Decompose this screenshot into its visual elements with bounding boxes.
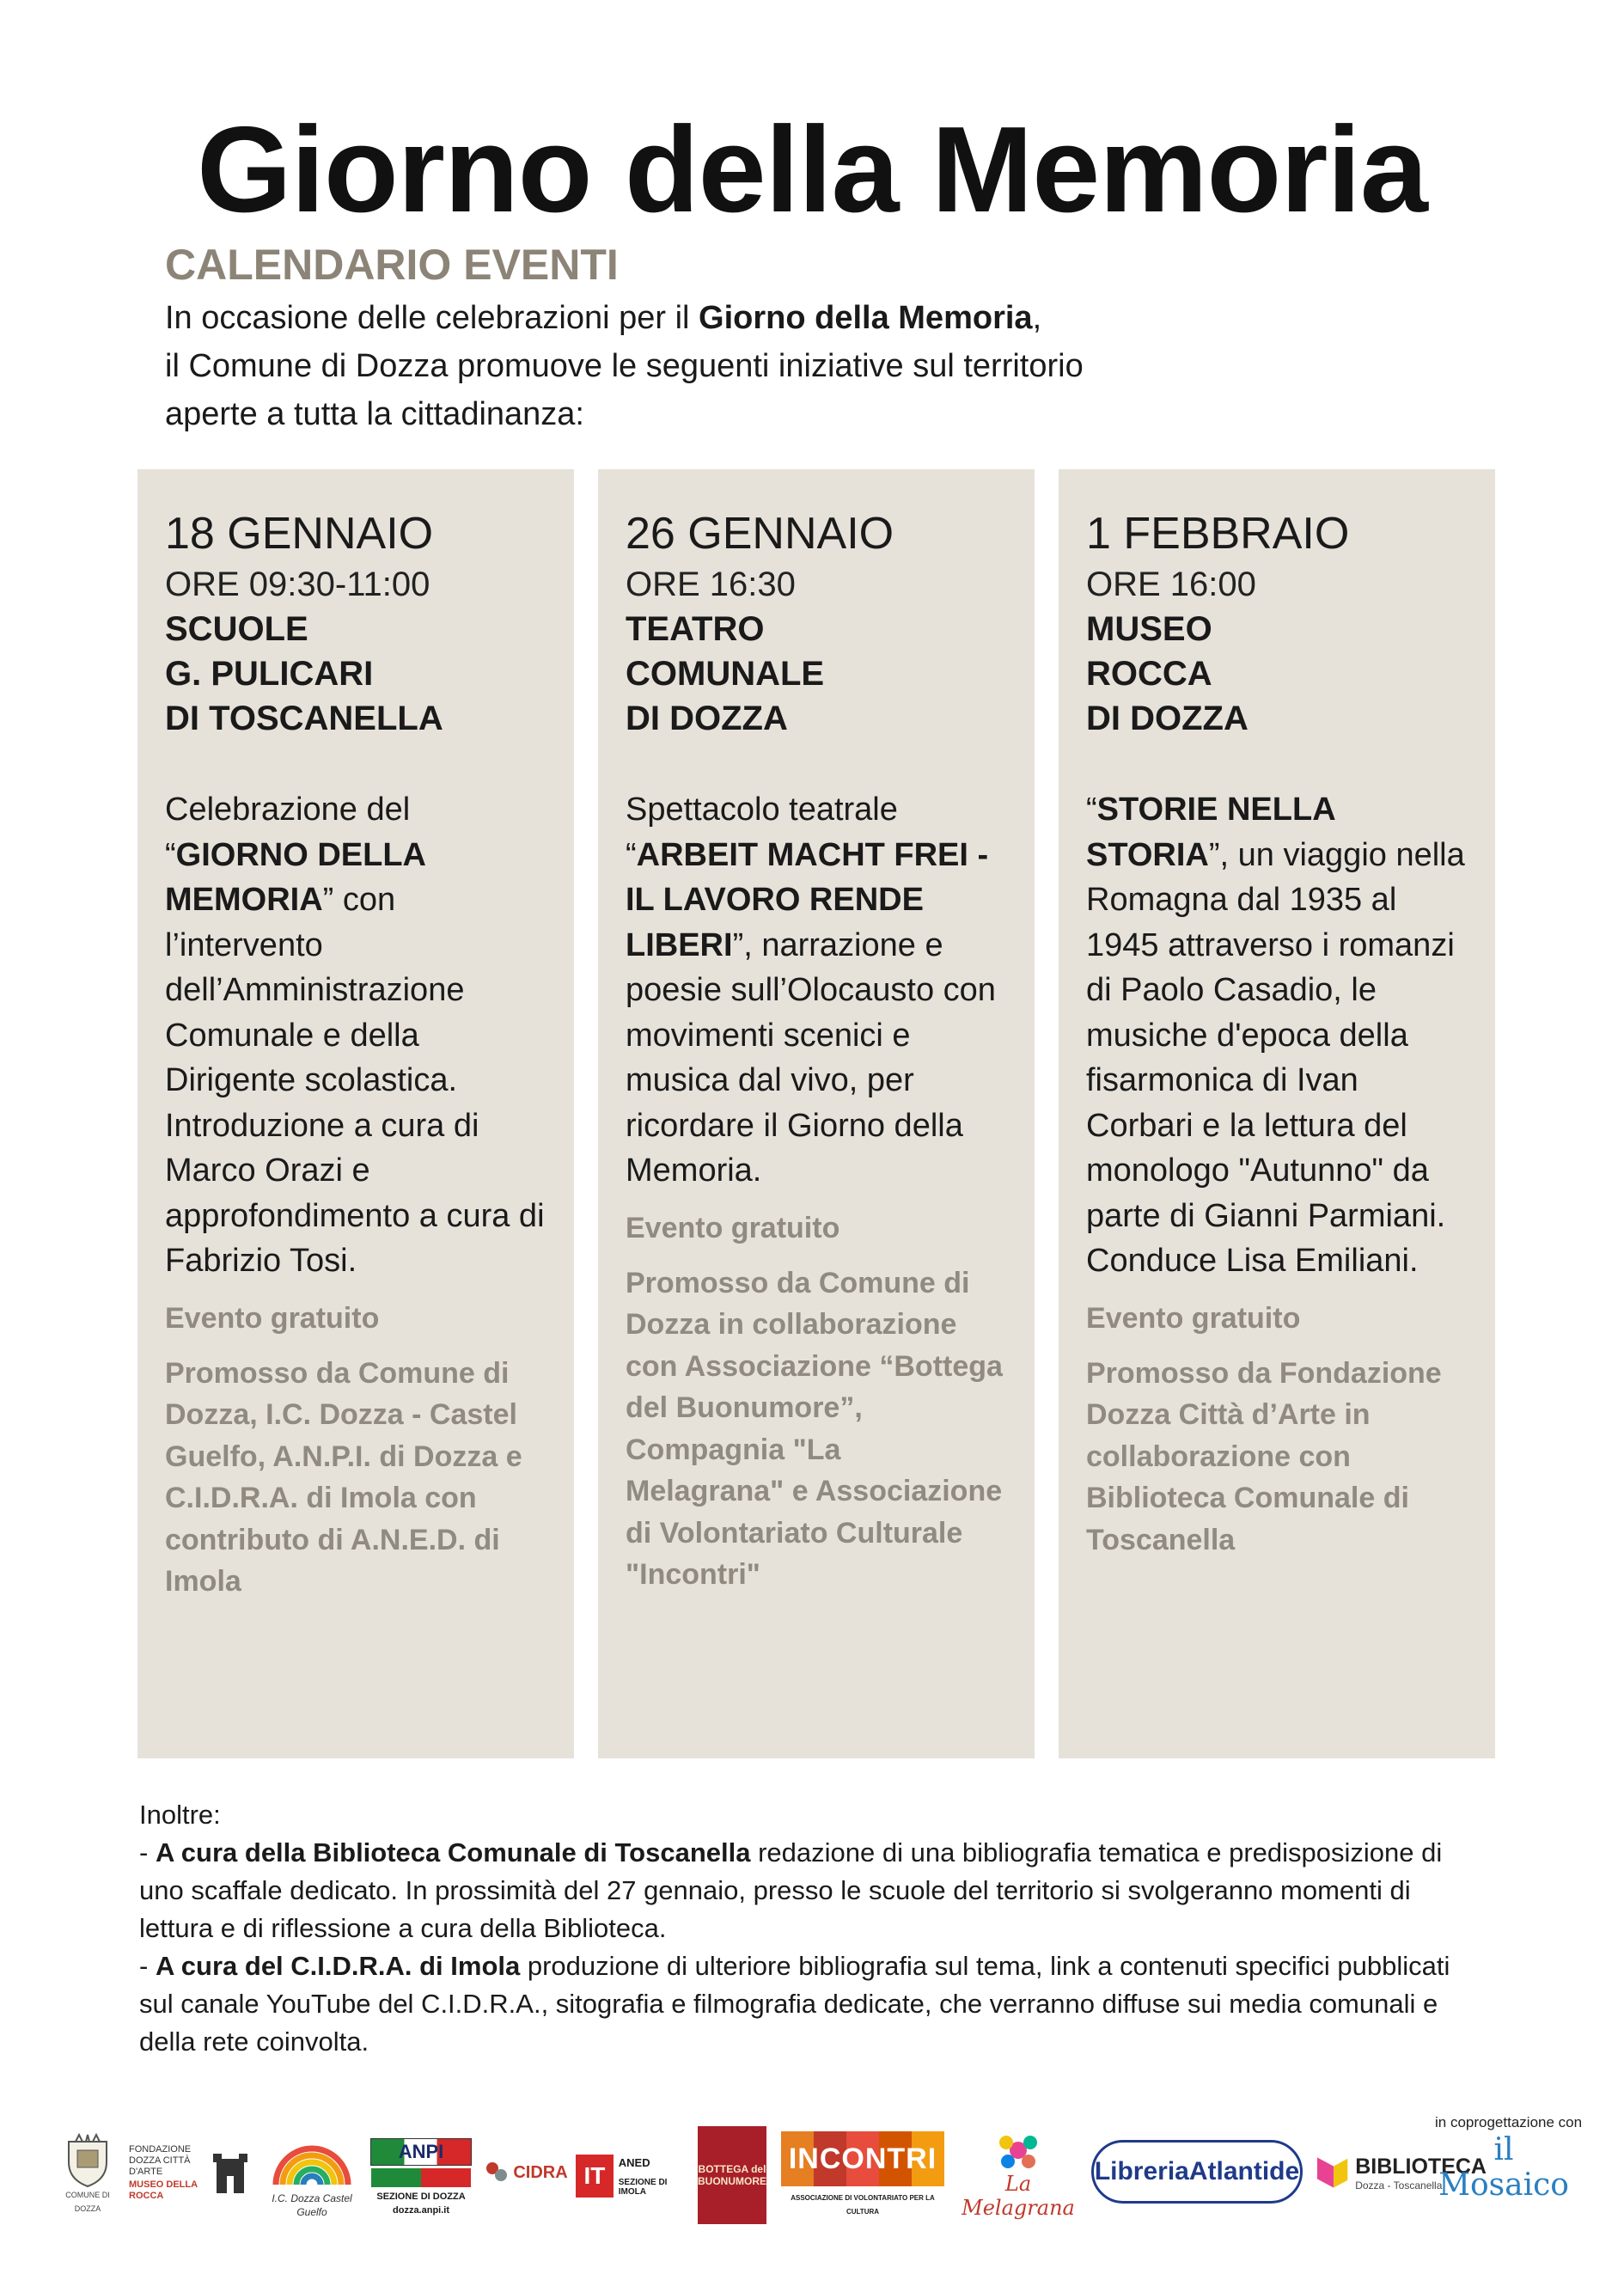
- extra-text: produzione di ulteriore bibliografia sul tema, link a contenuti specifici pubblicati sul canale YouTube del C.I.D.R.A., sitografia e filmografia dedicate, che verranno diffuse sui media comunali e della rete coinvolta.: [139, 1951, 1450, 2057]
- fondazione-label: FONDAZIONE DOZZA CITTÀ D'ARTE: [129, 2143, 192, 2177]
- incontri-banner: [781, 2131, 944, 2186]
- event-place-line: DI TOSCANELLA: [165, 700, 443, 737]
- desc-bold: GIORNO DELLA MEMORIA: [165, 836, 425, 918]
- incontri-label: INCONTRI: [788, 2142, 937, 2175]
- extra-initiatives: [139, 1796, 1480, 2061]
- incontri-logo: [780, 2126, 945, 2224]
- event-place-line: TEATRO: [626, 610, 765, 648]
- intro-line-2: il Comune di Dozza promuove le seguenti iniziative sul territorio: [165, 348, 1084, 384]
- mosaico-logo: [1438, 2132, 1569, 2203]
- event-promoter: Promosso da Fondazione Dozza Città d’Arte in collaborazione con Biblioteca Comunale di Toscanella: [1086, 1356, 1442, 1556]
- aned-sub-label: SEZIONE DI IMOLA: [618, 2177, 668, 2197]
- anpi-flag: [370, 2138, 472, 2166]
- page-title: Giorno della Memoria: [197, 101, 1427, 238]
- museo-label: MUSEO DELLA ROCCA: [129, 2179, 198, 2201]
- intro-line-1: [165, 294, 1505, 342]
- desc-part: ”, narrazione e poesie sull’Olocausto con movimenti scenici e musica dal vivo, per ricordare il Giorno della Memoria.: [626, 926, 996, 1189]
- event-place-line: ROCCA: [1086, 655, 1212, 693]
- melagrana-flower-icon: [992, 2129, 1044, 2172]
- extra-dash: -: [139, 1837, 156, 1867]
- copro-note: in coprogettazione con: [1435, 2114, 1583, 2130]
- event-date: 1 FEBBRAIO: [1086, 509, 1350, 559]
- event-place-line: SCUOLE: [165, 610, 308, 648]
- extra-text: redazione di una bibliografia tematica e predisposizione di uno scaffale dedicato. In prossimità del 27 gennaio, presso le scuole del territorio si svolgeranno momenti di lettura e di riflessione a cura della Biblioteca.: [139, 1837, 1443, 1943]
- event-time: ORE 16:00: [1086, 565, 1256, 603]
- biblioteca-sub-label: Dozza - Toscanella: [1355, 2179, 1443, 2191]
- cidra-logo: [481, 2149, 571, 2197]
- libreria-label: LibreriaAtlantide: [1094, 2157, 1300, 2185]
- fondazione-text-block: [129, 2144, 208, 2202]
- aned-logo: [576, 2133, 687, 2219]
- event-card-1: [137, 469, 574, 1758]
- aned-text-block: [619, 2156, 687, 2197]
- desc-part: ”, un viaggio nella Romagna dal 1935 al 1945 attraverso i romanzi di Paolo Casadio, le musiche d'epoca della fisarmonica di Ivan Corbari e la lettura del monologo "Autunno" da parte di Gianni Parmiani. Conduce Lisa Emiliani.: [1086, 836, 1465, 1279]
- bottega-label: BOTTEGA del BUONUMORE: [698, 2163, 766, 2187]
- extra-intro: Inoltre:: [139, 1800, 221, 1830]
- event-free-label: Evento gratuito: [626, 1211, 840, 1244]
- desc-bold: ARBEIT MACHT FREI - IL LAVORO RENDE LIBERI: [626, 836, 989, 963]
- event-description: [165, 787, 546, 1284]
- intro-part: In occasione delle celebrazioni per il: [165, 300, 699, 336]
- anpi-sub-label: SEZIONE DI DOZZA: [376, 2191, 466, 2202]
- event-place-line: DI DOZZA: [1086, 700, 1249, 737]
- extra-item-1: [139, 1834, 1480, 1947]
- fondazione-dozza-logo: [129, 2121, 258, 2224]
- anpi-label: ANPI: [398, 2141, 444, 2162]
- event-place-line: COMUNALE: [626, 655, 825, 693]
- intro-bold: Giorno della Memoria: [699, 300, 1033, 336]
- bottega-logo: [698, 2126, 766, 2224]
- anpi-logo: [368, 2133, 474, 2222]
- crest-icon: [62, 2133, 113, 2188]
- melagrana-logo: [954, 2123, 1083, 2226]
- event-free-label: Evento gratuito: [1086, 1301, 1301, 1335]
- cidra-mark-icon: [484, 2160, 510, 2185]
- event-place: [165, 607, 546, 741]
- event-time: ORE 09:30-11:00: [165, 565, 430, 603]
- event-free-label: Evento gratuito: [165, 1301, 380, 1335]
- aned-label: ANED: [618, 2155, 650, 2169]
- event-place: [626, 607, 1007, 741]
- event-description: [626, 787, 1007, 1194]
- intro-text: [165, 294, 1505, 438]
- comune-dozza-logo: [52, 2133, 124, 2216]
- event-card-2: [598, 469, 1035, 1758]
- event-promoter: Promosso da Comune di Dozza, I.C. Dozza - Castel Guelfo, A.N.P.I. di Dozza e C.I.D.R.A. di Imola con contributo di A.N.E.D. di Imola: [165, 1356, 522, 1598]
- rainbow-icon: [271, 2135, 353, 2188]
- incontri-sub-label: ASSOCIAZIONE DI VOLONTARIATO PER LA CULTURA: [791, 2194, 935, 2216]
- event-place-line: MUSEO: [1086, 610, 1212, 648]
- biblioteca-label: BIBLIOTECA: [1355, 2154, 1487, 2179]
- event-place-line: G. PULICARI: [165, 655, 374, 693]
- melagrana-label: La Melagrana: [962, 2172, 1075, 2220]
- mosaico-label: il Mosaico: [1438, 2132, 1569, 2203]
- rocca-icon: [208, 2147, 253, 2198]
- desc-part: Spettacolo teatrale “: [626, 792, 898, 873]
- event-date: 26 GENNAIO: [626, 509, 894, 559]
- partner-logos: [52, 2114, 1590, 2243]
- page-subtitle: CALENDARIO EVENTI: [165, 241, 619, 289]
- intro-line-3: aperte a tutta la cittadinanza:: [165, 396, 584, 432]
- event-promoter: Promosso da Comune di Dozza in collaborazione con Associazione “Bottega del Buonumore”, Compagnia "La Melagrana" e Associazione di Volontariato Culturale "Incontri": [626, 1266, 1003, 1591]
- event-date: 18 GENNAIO: [165, 509, 434, 559]
- event-card-3: [1059, 469, 1495, 1758]
- desc-part: “: [1086, 792, 1097, 828]
- desc-part: ” con l’intervento dell’Amministrazione Comunale e della Dirigente scolastica. Introduzione a cura di Marco Orazi e approfondimento a cura di Fabrizio Tosi.: [165, 882, 545, 1279]
- anpi-url-label: dozza.anpi.it: [393, 2205, 449, 2216]
- event-place: [1086, 607, 1468, 741]
- libreria-atlantide-logo: [1091, 2140, 1303, 2204]
- cidra-label: CIDRA: [513, 2162, 568, 2182]
- extra-bold: A cura della Biblioteca Comunale di Toscanella: [155, 1837, 751, 1867]
- anpi-bar: [371, 2168, 471, 2187]
- aned-triangle-icon: IT: [576, 2155, 614, 2198]
- ic-dozza-label: I.C. Dozza Castel Guelfo: [272, 2192, 352, 2218]
- desc-part: Celebrazione del “: [165, 792, 411, 873]
- desc-bold: STORIE NELLA STORIA: [1086, 792, 1335, 873]
- biblioteca-book-icon: [1315, 2147, 1350, 2198]
- extra-bold: A cura del C.I.D.R.A. di Imola: [155, 1951, 521, 1981]
- ic-dozza-logo: [265, 2130, 359, 2224]
- extra-dash: -: [139, 1951, 156, 1981]
- event-place-line: DI DOZZA: [626, 700, 788, 737]
- event-time: ORE 16:30: [626, 565, 796, 603]
- event-description: [1086, 787, 1468, 1284]
- comune-dozza-label: COMUNE DI DOZZA: [65, 2191, 110, 2213]
- extra-item-2: [139, 1947, 1480, 2061]
- intro-part: ,: [1032, 300, 1042, 336]
